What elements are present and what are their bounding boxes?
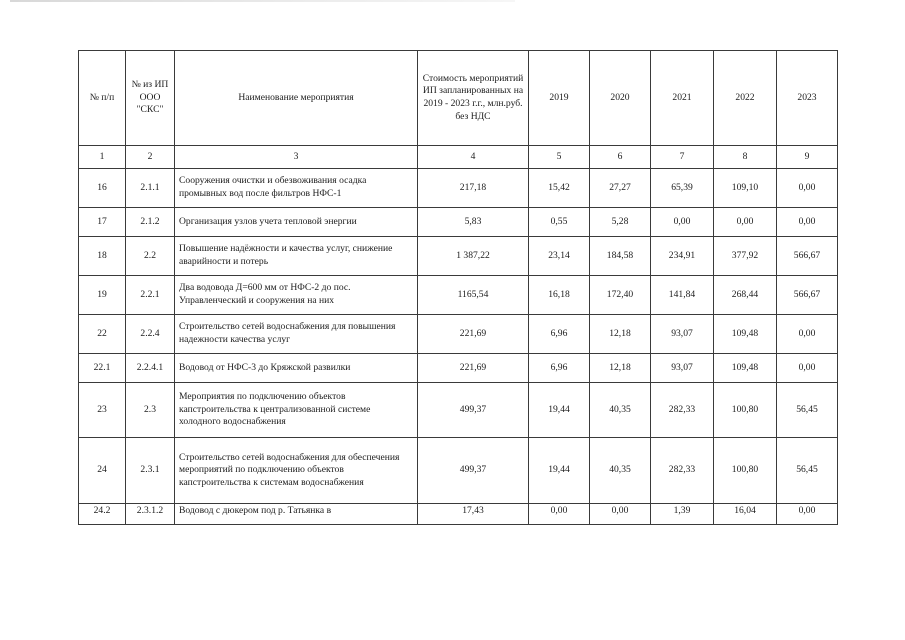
cell-2019: 6,96 <box>529 315 590 354</box>
column-number: 9 <box>777 146 838 169</box>
cell-2022: 109,48 <box>714 354 777 383</box>
cell-2021: 282,33 <box>651 383 714 438</box>
cell-2022: 377,92 <box>714 237 777 276</box>
cell-2019: 0,00 <box>529 504 590 525</box>
cell-2019: 6,96 <box>529 354 590 383</box>
header-year-2020: 2020 <box>590 51 651 146</box>
column-number: 5 <box>529 146 590 169</box>
cell-measure-name: Повышение надёжности и качества услуг, снижение аварийности и потерь <box>175 237 418 276</box>
column-number: 3 <box>175 146 418 169</box>
table-row <box>79 504 838 525</box>
cell-row-number: 24.2 <box>79 504 126 525</box>
cell-2020: 12,18 <box>590 354 651 383</box>
cell-2021: 0,00 <box>651 208 714 237</box>
column-number: 6 <box>590 146 651 169</box>
table-row <box>79 276 838 315</box>
cell-2020: 40,35 <box>590 383 651 438</box>
cell-ip-number: 2.1.2 <box>126 208 175 237</box>
table-row <box>79 208 838 237</box>
cell-2019: 19,44 <box>529 438 590 504</box>
cell-measure-name: Организация узлов учета тепловой энергии <box>175 208 418 237</box>
cell-total-cost: 499,37 <box>418 383 529 438</box>
cell-2020: 184,58 <box>590 237 651 276</box>
table-row <box>79 237 838 276</box>
cell-2023: 0,00 <box>777 354 838 383</box>
cell-measure-name: Два водовода Д=600 мм от НФС-2 до пос. Управленческий и сооружения на них <box>175 276 418 315</box>
cell-2023: 566,67 <box>777 237 838 276</box>
cell-row-number: 22.1 <box>79 354 126 383</box>
table-row <box>79 438 838 504</box>
column-number: 1 <box>79 146 126 169</box>
cell-2023: 0,00 <box>777 504 838 525</box>
cell-total-cost: 217,18 <box>418 169 529 208</box>
cell-2020: 12,18 <box>590 315 651 354</box>
cell-2023: 56,45 <box>777 438 838 504</box>
cell-ip-number: 2.2.4.1 <box>126 354 175 383</box>
cell-2021: 93,07 <box>651 315 714 354</box>
cell-measure-name: Строительство сетей водоснабжения для обеспечения мероприятий по подключению объектов капстроительства к системам водоснабжения <box>175 438 418 504</box>
cell-2019: 16,18 <box>529 276 590 315</box>
header-row-number: № п/п <box>79 51 126 146</box>
column-number: 8 <box>714 146 777 169</box>
cell-2021: 93,07 <box>651 354 714 383</box>
cell-2022: 100,80 <box>714 383 777 438</box>
cell-ip-number: 2.2.4 <box>126 315 175 354</box>
cell-ip-number: 2.1.1 <box>126 169 175 208</box>
cell-2020: 5,28 <box>590 208 651 237</box>
header-row <box>79 51 838 146</box>
cell-2022: 268,44 <box>714 276 777 315</box>
header-ip-number: № из ИП ООО "СКС" <box>126 51 175 146</box>
cell-2023: 566,67 <box>777 276 838 315</box>
cell-2020: 172,40 <box>590 276 651 315</box>
cell-row-number: 17 <box>79 208 126 237</box>
cell-row-number: 23 <box>79 383 126 438</box>
cell-2021: 282,33 <box>651 438 714 504</box>
cell-total-cost: 1165,54 <box>418 276 529 315</box>
cell-2023: 0,00 <box>777 315 838 354</box>
cell-2021: 65,39 <box>651 169 714 208</box>
cell-row-number: 16 <box>79 169 126 208</box>
cell-2023: 56,45 <box>777 383 838 438</box>
cell-row-number: 22 <box>79 315 126 354</box>
cell-total-cost: 5,83 <box>418 208 529 237</box>
cell-2019: 0,55 <box>529 208 590 237</box>
cell-total-cost: 499,37 <box>418 438 529 504</box>
cell-2023: 0,00 <box>777 169 838 208</box>
header-year-2022: 2022 <box>714 51 777 146</box>
cell-2022: 109,48 <box>714 315 777 354</box>
cell-ip-number: 2.3.1.2 <box>126 504 175 525</box>
cell-2019: 23,14 <box>529 237 590 276</box>
cell-row-number: 24 <box>79 438 126 504</box>
header-year-2019: 2019 <box>529 51 590 146</box>
cell-measure-name: Строительство сетей водоснабжения для повышения надежности качества услуг <box>175 315 418 354</box>
cell-2022: 109,10 <box>714 169 777 208</box>
cell-ip-number: 2.3 <box>126 383 175 438</box>
cell-2020: 40,35 <box>590 438 651 504</box>
column-number: 7 <box>651 146 714 169</box>
cell-ip-number: 2.2.1 <box>126 276 175 315</box>
cell-total-cost: 17,43 <box>418 504 529 525</box>
table-row <box>79 315 838 354</box>
cell-total-cost: 1 387,22 <box>418 237 529 276</box>
table-row <box>79 169 838 208</box>
table-row <box>79 383 838 438</box>
cell-2020: 27,27 <box>590 169 651 208</box>
cell-ip-number: 2.2 <box>126 237 175 276</box>
cell-2021: 234,91 <box>651 237 714 276</box>
cell-2022: 16,04 <box>714 504 777 525</box>
header-year-2023: 2023 <box>777 51 838 146</box>
scan-edge-mark <box>10 0 515 2</box>
header-measure-name: Наименование мероприятия <box>175 51 418 146</box>
cell-2019: 19,44 <box>529 383 590 438</box>
cell-measure-name: Мероприятия по подключению объектов капстроительства к централизованной системе холодного водоснабжения <box>175 383 418 438</box>
cell-2022: 0,00 <box>714 208 777 237</box>
cell-total-cost: 221,69 <box>418 354 529 383</box>
header-total-cost: Стоимость мероприятий ИП запланированных на 2019 - 2023 г.г., млн.руб. без НДС <box>418 51 529 146</box>
column-number: 2 <box>126 146 175 169</box>
cell-2022: 100,80 <box>714 438 777 504</box>
header-year-2021: 2021 <box>651 51 714 146</box>
cell-measure-name: Водовод от НФС-3 до Кряжской развилки <box>175 354 418 383</box>
cell-total-cost: 221,69 <box>418 315 529 354</box>
column-number-row <box>79 146 838 169</box>
cell-row-number: 19 <box>79 276 126 315</box>
cell-2021: 141,84 <box>651 276 714 315</box>
table-row <box>79 354 838 383</box>
cell-measure-name: Водовод с дюкером под р. Татьянка в <box>175 504 418 525</box>
cell-2019: 15,42 <box>529 169 590 208</box>
cell-ip-number: 2.3.1 <box>126 438 175 504</box>
cell-row-number: 18 <box>79 237 126 276</box>
cell-measure-name: Сооружения очистки и обезвоживания осадка промывных вод после фильтров НФС-1 <box>175 169 418 208</box>
cell-2020: 0,00 <box>590 504 651 525</box>
cell-2021: 1,39 <box>651 504 714 525</box>
investment-program-table <box>78 50 838 525</box>
cell-2023: 0,00 <box>777 208 838 237</box>
column-number: 4 <box>418 146 529 169</box>
